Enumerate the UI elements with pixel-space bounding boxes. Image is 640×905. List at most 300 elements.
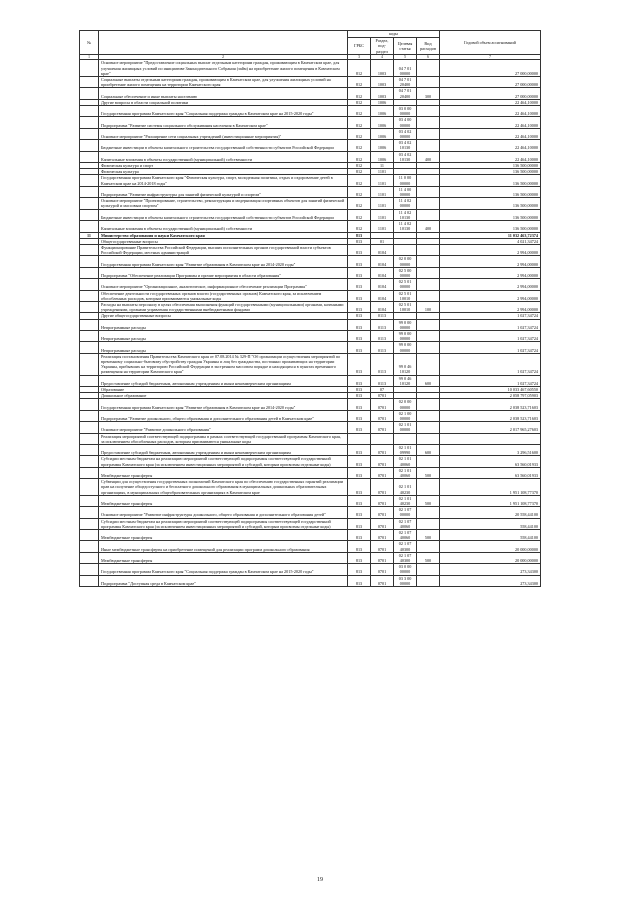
row-target-article: 02 5 01 00000 (394, 279, 417, 290)
row-amount: 22 464,10000 (440, 117, 541, 128)
row-name: Субсидии местным бюджетам на реализацию мероприятий соответствующей подпрограммы соответствующей государственной программы Камчатского края (за исключением инвестиционных мероприятий и субсидий, которым присвоены отдельные коды) (99, 518, 348, 529)
row-grbs-code: 812 (348, 88, 371, 99)
row-amount: 2 058 797,05903 (440, 393, 541, 399)
row-expense-type (417, 256, 440, 267)
codes-header: коды (348, 31, 440, 38)
budget-table (79, 30, 541, 587)
row-number (80, 175, 99, 186)
row-expense-type: 500 (417, 552, 440, 563)
row-target-article: 03 3 00 00000 (394, 575, 417, 586)
row-number (80, 479, 99, 496)
row-target-article: 02 5 00 00000 (394, 267, 417, 278)
row-razdel-code: 07 (371, 386, 394, 392)
table-row (80, 60, 541, 77)
row-target-article: 02 1 00 00000 (394, 410, 417, 421)
row-amount: 136 500,00000 (440, 186, 541, 197)
row-grbs-code: 813 (348, 290, 371, 301)
row-target-article: 02 5 01 10010 (394, 290, 417, 301)
column-number: 5 (394, 55, 417, 60)
row-name: Субсидии местным бюджетам на реализацию мероприятий соответствующей подпрограммы соответствующей государственной программы Камчатского края (за исключением инвестиционных мероприятий и субсидий, которым присвоены отдельные коды) (99, 456, 348, 467)
row-target-article: 02 1 01 40230 (394, 495, 417, 506)
row-amount: 1 951 108,77370 (440, 495, 541, 506)
row-razdel-code: 0701 (371, 564, 394, 575)
row-target-article (394, 433, 417, 444)
row-amount: 136 500,00000 (440, 175, 541, 186)
table-row (80, 186, 541, 197)
row-razdel-code: 0113 (371, 319, 394, 330)
row-target-article: 11 4 02 10130 (394, 221, 417, 232)
row-razdel-code: 0104 (371, 290, 394, 301)
row-expense-type (417, 60, 440, 77)
row-amount: 27 000,00000 (440, 88, 541, 99)
row-grbs-code (348, 433, 371, 444)
row-razdel-code: 0701 (371, 393, 394, 399)
row-number (80, 507, 99, 518)
row-target-article: 11 0 00 00000 (394, 175, 417, 186)
table-row (80, 279, 541, 290)
row-name: Подпрограмма "Развитие инфраструктуры для занятий физической культурой и спортом" (99, 186, 348, 197)
row-razdel-code: 0701 (371, 518, 394, 529)
table-row (80, 445, 541, 456)
table-row (80, 507, 541, 518)
row-razdel-code: 0104 (371, 256, 394, 267)
row-expense-type (417, 575, 440, 586)
column-number: 2 (99, 55, 348, 60)
table-row (80, 467, 541, 478)
row-expense-type (417, 186, 440, 197)
row-target-article: 99 0 00 00000 (394, 319, 417, 330)
row-grbs-code: 813 (348, 445, 371, 456)
row-razdel-code: 1101 (371, 186, 394, 197)
row-amount: 1 951 108,77370 (440, 479, 541, 496)
row-amount: 273,34300 (440, 564, 541, 575)
row-number (80, 279, 99, 290)
table-row (80, 198, 541, 209)
table-row (80, 319, 541, 330)
row-amount: 1 027,34724 (440, 353, 541, 375)
row-amount: 1 027,34724 (440, 342, 541, 353)
row-amount: 2 994,00000 (440, 267, 541, 278)
row-expense-type (417, 422, 440, 433)
row-grbs-code: 812 (348, 77, 371, 88)
row-expense-type: 100 (417, 301, 440, 312)
row-name: Непрограммные расходы (99, 342, 348, 353)
row-target-article: 03 4 02 10130 (394, 140, 417, 151)
row-number (80, 433, 99, 444)
row-number (80, 530, 99, 541)
table-row (80, 422, 541, 433)
row-expense-type (417, 353, 440, 375)
row-grbs-code: 813 (348, 495, 371, 506)
row-razdel-code: 1006 (371, 140, 394, 151)
row-grbs-code: 813 (348, 301, 371, 312)
row-name: Предоставление субсидий бюджетным, автономным учреждениям и иным некоммерческим организациям (99, 445, 348, 456)
row-grbs-code: 813 (348, 232, 371, 238)
row-amount: 63 560,01933 (440, 467, 541, 478)
row-amount: 22 464,10000 (440, 140, 541, 151)
row-target-article: 02 1 07 40060 (394, 530, 417, 541)
row-razdel-code: 0113 (371, 353, 394, 375)
row-number (80, 399, 99, 410)
row-amount: 2 038 523,71603 (440, 410, 541, 421)
row-target-article: 04 7 01 20400 (394, 88, 417, 99)
row-name: Реализация мероприятий соответствующей подпрограммы в рамках соответствующей государственной программы Камчатского края, за исключением обособленных расходов, которым присваиваются уникальные коды (99, 433, 348, 444)
row-grbs-code: 812 (348, 198, 371, 209)
row-expense-type (417, 410, 440, 421)
table-row (80, 575, 541, 586)
row-grbs-code: 813 (348, 541, 371, 552)
col-amount-header: Годовой объем ассигнований (440, 31, 541, 55)
row-name: Основное мероприятие "Проектирование, строительство, реконструкция и модернизация спортивных объектов для занятий физической культурой и массовым спортом" (99, 198, 348, 209)
row-razdel-code: 0701 (371, 422, 394, 433)
row-name: Межбюджетные трансферты (99, 530, 348, 541)
row-name: Основное мероприятие "Развитие инфраструктуры дошкольного, общего образования и дополнительного образования детей" (99, 507, 348, 518)
row-target-article: 11 4 02 00000 (394, 198, 417, 209)
row-amount: 22 464,10000 (440, 128, 541, 139)
table-row (80, 530, 541, 541)
column-number: 1 (80, 55, 99, 60)
row-number (80, 319, 99, 330)
table-row (80, 290, 541, 301)
row-razdel-code: 0701 (371, 467, 394, 478)
row-amount: 2 994,00000 (440, 290, 541, 301)
row-target-article (394, 244, 417, 255)
page-number: 19 (317, 877, 323, 883)
row-target-article: 02 1 01 40060 (394, 456, 417, 467)
row-expense-type (417, 244, 440, 255)
row-number (80, 267, 99, 278)
row-grbs-code: 813 (348, 530, 371, 541)
table-row (80, 88, 541, 99)
row-target-article: 99 0 00 00000 (394, 330, 417, 341)
row-grbs-code: 813 (348, 353, 371, 375)
row-target-article: 99 0 46 10120 (394, 375, 417, 386)
row-number (80, 456, 99, 467)
row-number (80, 467, 99, 478)
row-number (80, 290, 99, 301)
row-razdel-code: 1101 (371, 221, 394, 232)
column-number: 3 (348, 55, 371, 60)
row-number (80, 422, 99, 433)
row-razdel-code: 01 (371, 238, 394, 244)
row-expense-type (417, 106, 440, 117)
row-amount: 2 994,00000 (440, 256, 541, 267)
row-expense-type (417, 209, 440, 220)
row-razdel-code: 1006 (371, 128, 394, 139)
row-razdel-code: 1006 (371, 99, 394, 105)
row-grbs-code: 813 (348, 479, 371, 496)
row-number (80, 198, 99, 209)
table-row (80, 375, 541, 386)
row-expense-type (417, 541, 440, 552)
row-number (80, 353, 99, 375)
row-razdel-code: 1101 (371, 175, 394, 186)
row-name: Бюджетные инвестиции в объекты капитального строительства государственной собственности субъектов Российской Федерации (99, 140, 348, 151)
row-target-article: 99 0 00 00000 (394, 342, 417, 353)
row-name: Государственная программа Камчатского края "Социальная поддержка граждан в Камчатском крае на 2015-2020 годы" (99, 106, 348, 117)
row-amount: 273,34300 (440, 575, 541, 586)
row-number (80, 244, 99, 255)
row-expense-type: 400 (417, 221, 440, 232)
row-name: Государственная программа Камчатского края "Физическая культура, спорт, молодежная политика, отдых и оздоровление детей в Камчатском крае на 2014-2018 годы" (99, 175, 348, 186)
row-amount: 2 038 523,71603 (440, 399, 541, 410)
table-row (80, 410, 541, 421)
table-row (80, 256, 541, 267)
table-row (80, 399, 541, 410)
row-expense-type: 500 (417, 495, 440, 506)
row-name: Непрограммные расходы (99, 330, 348, 341)
table-row (80, 77, 541, 88)
row-razdel-code: 0701 (371, 507, 394, 518)
row-number (80, 186, 99, 197)
row-razdel-code: 1003 (371, 60, 394, 77)
row-grbs-code: 813 (348, 552, 371, 563)
row-razdel-code: 0701 (371, 399, 394, 410)
table-row (80, 342, 541, 353)
row-target-article: 02 0 00 00000 (394, 256, 417, 267)
row-name: Государственная программа Камчатского края "Развитие образования в Камчатском крае на 2014-2020 годы" (99, 256, 348, 267)
row-number (80, 140, 99, 151)
row-razdel-code: 1101 (371, 169, 394, 175)
row-target-article: 02 1 01 40230 (394, 479, 417, 496)
row-amount: 136 500,00000 (440, 198, 541, 209)
row-grbs-code: 812 (348, 221, 371, 232)
row-expense-type (417, 456, 440, 467)
table-body (80, 60, 541, 587)
row-name: Образование (99, 386, 348, 392)
row-number (80, 221, 99, 232)
row-target-article: 03 4 02 00000 (394, 128, 417, 139)
row-razdel-code: 0113 (371, 313, 394, 319)
row-expense-type (417, 433, 440, 444)
row-grbs-code: 813 (348, 507, 371, 518)
row-amount: 3 296,51600 (440, 445, 541, 456)
row-grbs-code: 813 (348, 456, 371, 467)
row-number (80, 575, 99, 586)
row-grbs-code: 812 (348, 117, 371, 128)
row-amount: 22 464,10000 (440, 99, 541, 105)
row-grbs-code: 813 (348, 410, 371, 421)
row-grbs-code: 813 (348, 386, 371, 392)
table-row (80, 552, 541, 563)
row-target-article: 02 1 01 09990 (394, 445, 417, 456)
col-razdel-header: Раздел, под-раздел (371, 38, 394, 55)
row-amount: 136 500,00000 (440, 169, 541, 175)
row-amount: 10 033 467,60550 (440, 386, 541, 392)
row-grbs-code: 813 (348, 375, 371, 386)
row-number (80, 77, 99, 88)
row-number (80, 445, 99, 456)
row-name: Бюджетные инвестиции в объекты капитального строительства государственной собственности субъектов Российской Федерации (99, 209, 348, 220)
row-name: Предоставление субсидий бюджетным, автономным учреждениям и иным некоммерческим организациям (99, 375, 348, 386)
row-name: Основное мероприятие "Предоставление социальных выплат отдельным категориям граждан, проживающим в Камчатском крае, для улучшения жилищных условий по инициативе Законодательного Собрания (займ) на приобретение жилого помещения в Камчатском крае" (99, 60, 348, 77)
row-target-article: 02 5 01 10010 (394, 301, 417, 312)
row-amount: 558,44100 (440, 530, 541, 541)
row-amount: 1 027,34724 (440, 313, 541, 319)
row-amount: 558,44100 (440, 518, 541, 529)
row-target-article: 04 7 01 20400 (394, 77, 417, 88)
row-grbs-code: 813 (348, 564, 371, 575)
row-razdel-code: 0701 (371, 552, 394, 563)
row-name: Подпрограмма "Развитие системы социального обслуживания населения в Камчатском крае" (99, 117, 348, 128)
row-number (80, 342, 99, 353)
row-name: Непрограммные расходы (99, 319, 348, 330)
table-row (80, 564, 541, 575)
row-razdel-code: 1101 (371, 198, 394, 209)
row-expense-type (417, 128, 440, 139)
row-grbs-code: 812 (348, 209, 371, 220)
row-razdel-code: 0701 (371, 541, 394, 552)
table-row (80, 518, 541, 529)
row-target-article: 02 1 07 40060 (394, 518, 417, 529)
row-grbs-code: 813 (348, 467, 371, 478)
table-row (80, 433, 541, 444)
row-amount: 136 500,00000 (440, 209, 541, 220)
table-row (80, 175, 541, 186)
row-amount: 63 560,01933 (440, 456, 541, 467)
row-razdel-code: 0701 (371, 495, 394, 506)
row-number (80, 375, 99, 386)
row-grbs-code: 812 (348, 128, 371, 139)
row-amount: 1 027,34724 (440, 330, 541, 341)
row-amount: 2 994,00000 (440, 244, 541, 255)
row-grbs-code: 812 (348, 151, 371, 162)
row-razdel-code: 0113 (371, 342, 394, 353)
row-expense-type (417, 290, 440, 301)
row-name: Расходы на выплаты персоналу в целях обеспечения выполнения функций государственными (муниципальными) органами, казенными учреждениями, органами управления государственными внебюджетными фондами (99, 301, 348, 312)
row-expense-type (417, 140, 440, 151)
row-amount: 2 994,00000 (440, 301, 541, 312)
row-amount: 22 464,10000 (440, 106, 541, 117)
table-row (80, 456, 541, 467)
row-razdel-code (371, 433, 394, 444)
row-target-article: 04 7 01 00000 (394, 60, 417, 77)
row-name: Другие вопросы в области социальной политики (99, 99, 348, 105)
row-grbs-code: 813 (348, 393, 371, 399)
row-razdel-code: 0701 (371, 410, 394, 421)
row-number (80, 564, 99, 575)
row-number (80, 128, 99, 139)
row-expense-type (417, 319, 440, 330)
row-grbs-code: 812 (348, 106, 371, 117)
row-name: Основное мероприятие "Развитие дошкольного образования" (99, 422, 348, 433)
row-razdel-code: 1006 (371, 151, 394, 162)
row-grbs-code: 813 (348, 422, 371, 433)
row-razdel-code: 0104 (371, 267, 394, 278)
row-amount: 27 000,00000 (440, 77, 541, 88)
row-name: Обеспечение деятельности государственных органов власти (государственных органов) Камчатского края, за исключением обособленных расходов, которым присваиваются уникальные коды (99, 290, 348, 301)
row-amount: 20 000,00000 (440, 552, 541, 563)
row-target-article: 11 4 02 10130 (394, 209, 417, 220)
row-expense-type (417, 507, 440, 518)
table-row (80, 301, 541, 312)
row-razdel-code: 0113 (371, 375, 394, 386)
row-razdel-code: 0701 (371, 445, 394, 456)
table-row (80, 140, 541, 151)
row-amount: 2 994,00000 (440, 279, 541, 290)
row-expense-type (417, 175, 440, 186)
table-row (80, 117, 541, 128)
row-grbs-code: 813 (348, 518, 371, 529)
row-grbs-code: 812 (348, 140, 371, 151)
row-expense-type: 400 (417, 151, 440, 162)
row-grbs-code: 813 (348, 575, 371, 586)
table-row (80, 244, 541, 255)
row-name: Физическая культура и спорт (99, 163, 348, 169)
table-row (80, 106, 541, 117)
table-row (80, 151, 541, 162)
row-name: Подпрограмма "Развитие дошкольного, общего образования и дополнительного образования детей в Камчатском крае" (99, 410, 348, 421)
row-amount: 11 032 463,72374 (440, 232, 541, 238)
row-number (80, 88, 99, 99)
table-row (80, 128, 541, 139)
row-number (80, 117, 99, 128)
row-razdel-code: 0701 (371, 479, 394, 496)
col-name-header (99, 31, 348, 55)
row-razdel-code: 1006 (371, 106, 394, 117)
row-razdel-code: 0104 (371, 301, 394, 312)
row-razdel-code: 0113 (371, 330, 394, 341)
column-number: 4 (371, 55, 394, 60)
row-expense-type (417, 198, 440, 209)
row-number: 11 (80, 232, 99, 238)
row-target-article: 11 4 00 00000 (394, 186, 417, 197)
row-grbs-code: 812 (348, 99, 371, 105)
row-amount: 1 027,34724 (440, 375, 541, 386)
row-expense-type: 600 (417, 375, 440, 386)
row-razdel-code: 0104 (371, 244, 394, 255)
table-row (80, 353, 541, 375)
row-name: Межбюджетные трансферты (99, 467, 348, 478)
row-expense-type (417, 518, 440, 529)
row-amount: 136 500,00000 (440, 221, 541, 232)
table-row (80, 221, 541, 232)
row-grbs-code: 813 (348, 238, 371, 244)
row-grbs-code: 812 (348, 163, 371, 169)
col-csr-header: Целевая статья (394, 38, 417, 55)
row-number (80, 209, 99, 220)
row-amount: 1 027,34724 (440, 319, 541, 330)
row-number (80, 410, 99, 421)
row-number (80, 106, 99, 117)
row-name: Функционирование Правительства Российской Федерации, высших исполнительных органов государственной власти субъектов Российской Федерации, местных администраций (99, 244, 348, 255)
row-name: Капитальные вложения в объекты государственной (муниципальной) собственности (99, 151, 348, 162)
row-name: Реализация постановления Правительства Камчатского края от 07.08.2014 № 329-П "Об организации осуществления мероприятий по временному социально-бытовому обустройству граждан Украины и лиц без гражданства, постоянно проживающих на территории Украины, прибывших на территорию Российской Федерации в экстренном массовом порядке и находящихся в пунктах временного размещения на территории Камчатского края" (99, 353, 348, 375)
row-target-article: 02 0 00 00000 (394, 399, 417, 410)
col-vid-header: Вид расходов (417, 38, 440, 55)
row-amount (440, 433, 541, 444)
row-target-article: 03 0 00 00000 (394, 106, 417, 117)
table-row (80, 495, 541, 506)
row-grbs-code: 813 (348, 313, 371, 319)
row-name: Министерство образования и науки Камчатского края (99, 232, 348, 238)
row-razdel-code: 1003 (371, 77, 394, 88)
row-amount: 22 464,10000 (440, 151, 541, 162)
row-target-article: 02 1 07 40300 (394, 552, 417, 563)
row-number (80, 256, 99, 267)
row-amount: 20 000,00000 (440, 541, 541, 552)
row-name: Межбюджетные трансферты (99, 552, 348, 563)
row-number (80, 495, 99, 506)
row-number (80, 151, 99, 162)
budget-table-page (79, 30, 541, 587)
row-target-article: 03 0 00 00000 (394, 564, 417, 575)
row-expense-type (417, 117, 440, 128)
row-name: Субвенции для осуществления государственных полномочий Камчатского края по обеспечению государственных гарантий реализации прав на получение общедоступного и бесплатного дошкольного образования в муниципальных дошкольных образовательных организациях, в муниципальных общеобразовательных организациях в Камчатском крае (99, 479, 348, 496)
row-target-article: 99 0 46 10120 (394, 353, 417, 375)
row-expense-type (417, 564, 440, 575)
row-number (80, 541, 99, 552)
